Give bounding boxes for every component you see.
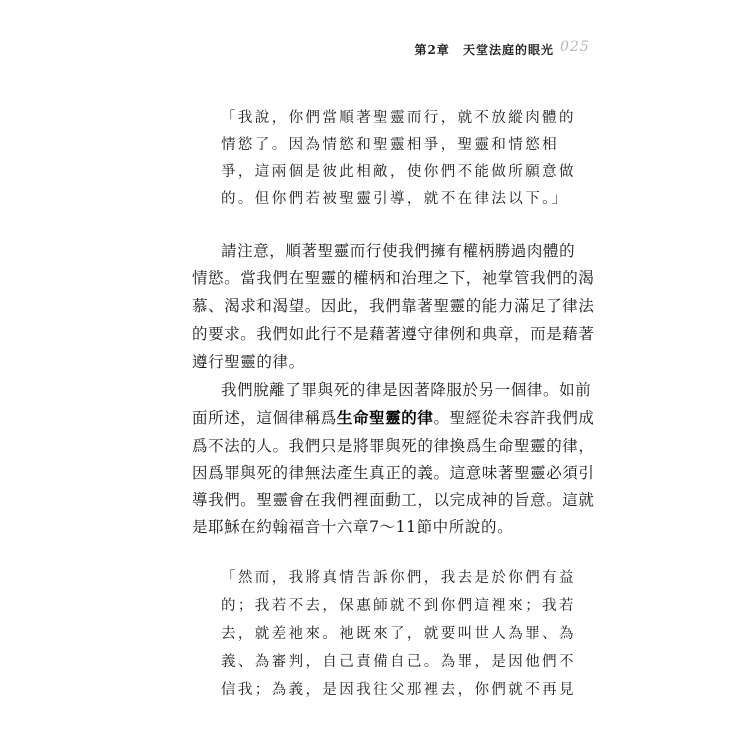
quote-line: 去，就差祂來。祂既來了，就要叫世人為罪、為: [221, 626, 576, 642]
quote-line: 義、為審判，自己責備自己。為罪，是因他們不: [221, 654, 576, 670]
paragraph-line: 導我們。聖靈會在我們裡面動工，以完成神的旨意。這就: [192, 491, 595, 509]
text-segment: 。聖經從未容許我們成: [433, 409, 595, 427]
chapter-label: 第2章: [414, 43, 450, 57]
quote-line: 信我；為義，是因我往父那裡去，你們就不再見: [221, 682, 576, 698]
quote-line: 的。但你們若被聖靈引導，就不在律法以下。」: [221, 191, 569, 207]
paragraph-line: [192, 406, 595, 428]
paragraph-line: 情慾。當我們在聖靈的權柄和治理之下，祂掌管我們的渴: [192, 269, 595, 287]
quote-line: 的；我若不去，保惠師就不到你們這裡來；我若: [221, 598, 576, 614]
paragraph-line: 是耶穌在約翰福音十六章7～11節中所說的。: [192, 518, 514, 536]
quote-line: 爭，這兩個是彼此相敵，使你們不能做所願意做: [221, 164, 576, 180]
paragraph-line: 請注意，順著聖靈而行使我們擁有權柄勝過肉體的: [221, 242, 576, 260]
quote-line: 情慾了。因為情慾和聖靈相爭，聖靈和情慾相: [221, 137, 559, 153]
paragraph-line: 慕、渴求和渴望。因此，我們靠著聖靈的能力滿足了律法: [192, 297, 595, 315]
text-segment: 面所述，這個律稱爲: [192, 409, 337, 427]
paragraph-line: 因爲罪與死的律無法產生真正的義。這意味著聖靈必須引: [192, 464, 595, 482]
paragraph-line: 的要求。我們如此行不是藉著遵守律例和典章，而是藉著: [192, 325, 595, 343]
running-header: [414, 39, 590, 58]
paragraph-line: 爲不法的人。我們只是將罪與死的律換爲生命聖靈的律，: [192, 437, 595, 455]
page-number: 025: [560, 39, 590, 55]
paragraph-line: 遵行聖靈的律。: [192, 353, 305, 371]
quote-line: 「然而，我將真情告訴你們，我去是於你們有益: [221, 570, 576, 586]
quote-line: 「我說，你們當順著聖靈而行，就不放縱肉體的: [221, 110, 576, 126]
chapter-title: 天堂法庭的眼光: [462, 43, 554, 57]
paragraph-line: 我們脫離了罪與死的律是因著降服於另一個律。如前: [221, 381, 592, 399]
emphasis-term: 生命聖靈的律: [336, 408, 434, 427]
